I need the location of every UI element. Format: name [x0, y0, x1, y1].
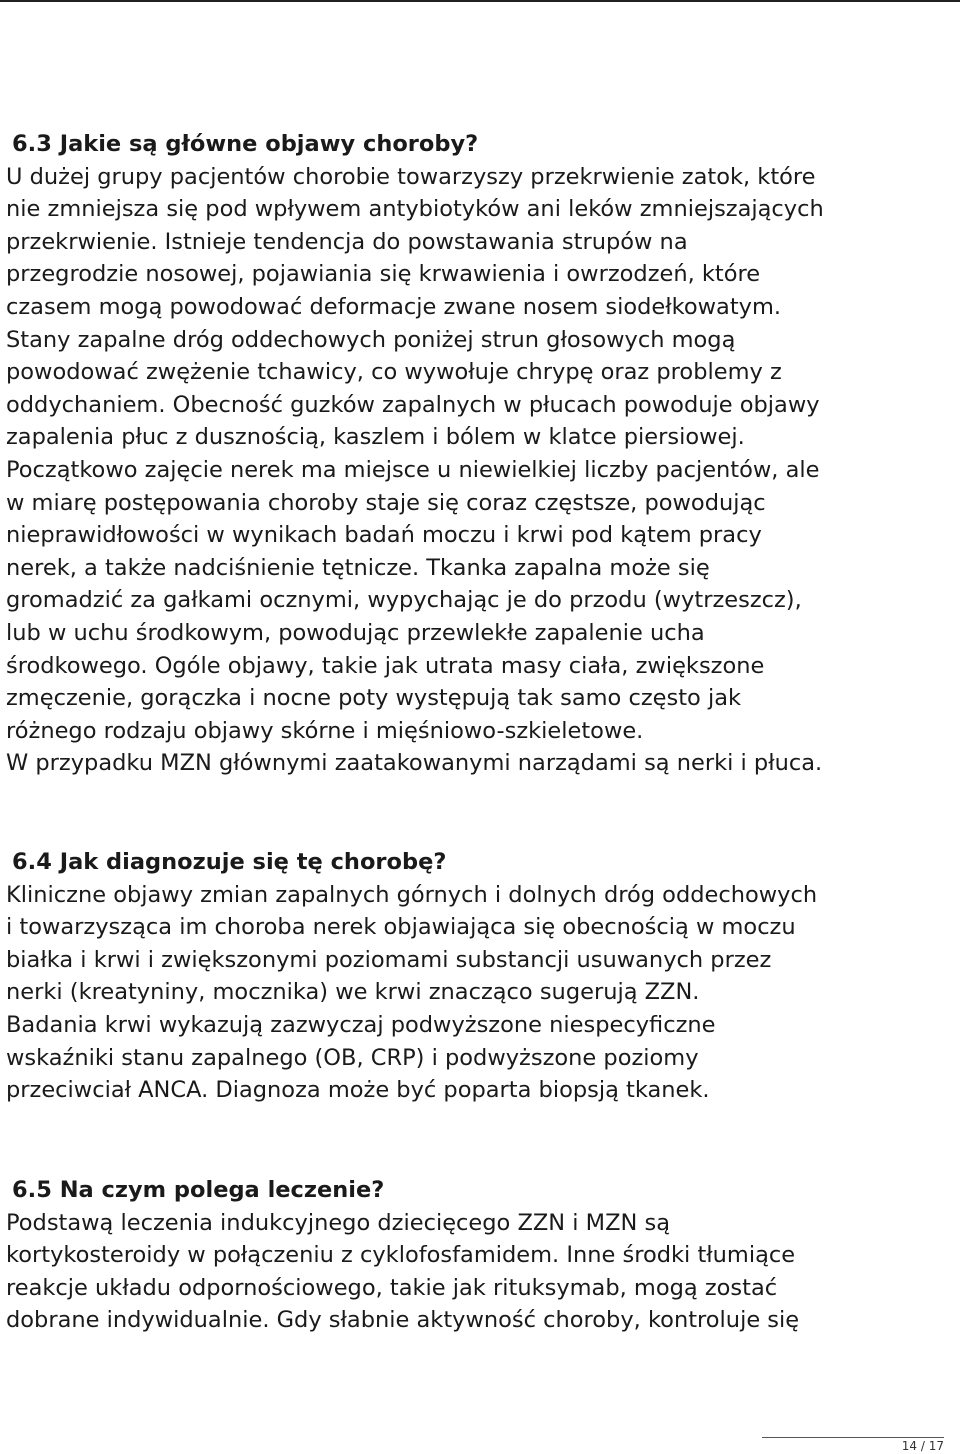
body-line: dobrane indywidualnie. Gdy słabnie aktywność choroby, kontroluje się	[6, 1307, 800, 1334]
body-line: zapalenia płuc z dusznością, kaszlem i bólem w klatce piersiowej.	[6, 424, 745, 451]
section-heading: 6.5 Na czym polega leczenie?	[12, 1177, 385, 1203]
section-heading: 6.4 Jak diagnozuje się tę chorobę?	[12, 849, 447, 875]
body-line: Początkowo zajęcie nerek ma miejsce u niewielkiej liczby pacjentów, ale	[6, 456, 820, 483]
body-line: lub w uchu środkowym, powodując przewlekłe zapalenie ucha	[6, 619, 705, 646]
body-line: nie zmniejsza się pod wpływem antybiotyków ani leków zmniejszających	[6, 196, 824, 223]
page-number: 14 / 17	[901, 1439, 944, 1453]
body-line: W przypadku MZN głównymi zaatakowanymi narządami są nerki i płuca.	[6, 750, 823, 777]
section-body	[6, 879, 956, 1107]
section-body	[6, 1207, 956, 1337]
body-line: środkowego. Ogóle objawy, takie jak utrata masy ciała, zwiększone	[6, 652, 765, 679]
section-body	[6, 161, 956, 780]
section-heading: 6.3 Jakie są główne objawy choroby?	[12, 131, 479, 157]
body-line: przeciwciał ANCA. Diagnoza może być poparta biopsją tkanek.	[6, 1077, 710, 1104]
body-line: Kliniczne objawy zmian zapalnych górnych i dolnych dróg oddechowych	[6, 881, 818, 908]
body-line: Stany zapalne dróg oddechowych poniżej strun głosowych mogą	[6, 326, 736, 353]
body-line: przekrwienie. Istnieje tendencja do powstawania strupów na	[6, 228, 688, 255]
section-treatment	[6, 1174, 956, 1337]
body-line: wskaźniki stanu zapalnego (OB, CRP) i podwyższone poziomy	[6, 1044, 699, 1071]
top-border-line	[0, 0, 960, 2]
body-line: w miarę postępowania choroby staje się coraz częstsze, powodując	[6, 489, 766, 516]
body-line: Badania krwi wykazują zazwyczaj podwyższone niespecyficzne	[6, 1011, 716, 1038]
body-line: i towarzysząca im choroba nerek objawiająca się obecnością w moczu	[6, 914, 796, 941]
section-main-symptoms	[6, 128, 956, 780]
body-line: zmęczenie, gorączka i nocne poty występują tak samo często jak	[6, 685, 742, 712]
body-line: nerek, a także nadciśnienie tętnicze. Tkanka zapalna może się	[6, 554, 710, 581]
body-line: U dużej grupy pacjentów chorobie towarzyszy przekrwienie zatok, które	[6, 163, 816, 190]
body-line: przegrodzie nosowej, pojawiania się krwawienia i owrzodzeń, które	[6, 261, 761, 288]
body-line: nieprawidłowości w wynikach badań moczu i krwi pod kątem pracy	[6, 522, 762, 549]
section-diagnosis	[6, 846, 956, 1107]
body-line: nerki (kreatyniny, mocznika) we krwi znacząco sugerują ZZN.	[6, 979, 700, 1006]
body-line: powodować zwężenie tchawicy, co wywołuje chrypę oraz problemy z	[6, 359, 782, 386]
body-line: oddychaniem. Obecność guzków zapalnych w płucach powoduje objawy	[6, 391, 820, 418]
body-line: różnego rodzaju objawy skórne i mięśniowo-szkieletowe.	[6, 717, 644, 744]
body-line: reakcje układu odpornościowego, takie jak rituksymab, mogą zostać	[6, 1274, 778, 1301]
body-line: gromadzić za gałkami ocznymi, wypychając je do przodu (wytrzeszcz),	[6, 587, 802, 614]
body-line: czasem mogą powodować deformacje zwane nosem siodełkowatym.	[6, 293, 782, 320]
body-line: Podstawą leczenia indukcyjnego dziecięcego ZZN i MZN są	[6, 1209, 670, 1236]
footer-divider	[762, 1437, 944, 1438]
body-line: kortykosteroidy w połączeniu z cyklofosfamidem. Inne środki tłumiące	[6, 1242, 796, 1269]
body-line: białka i krwi i zwiększonymi poziomami substancji usuwanych przez	[6, 946, 772, 973]
